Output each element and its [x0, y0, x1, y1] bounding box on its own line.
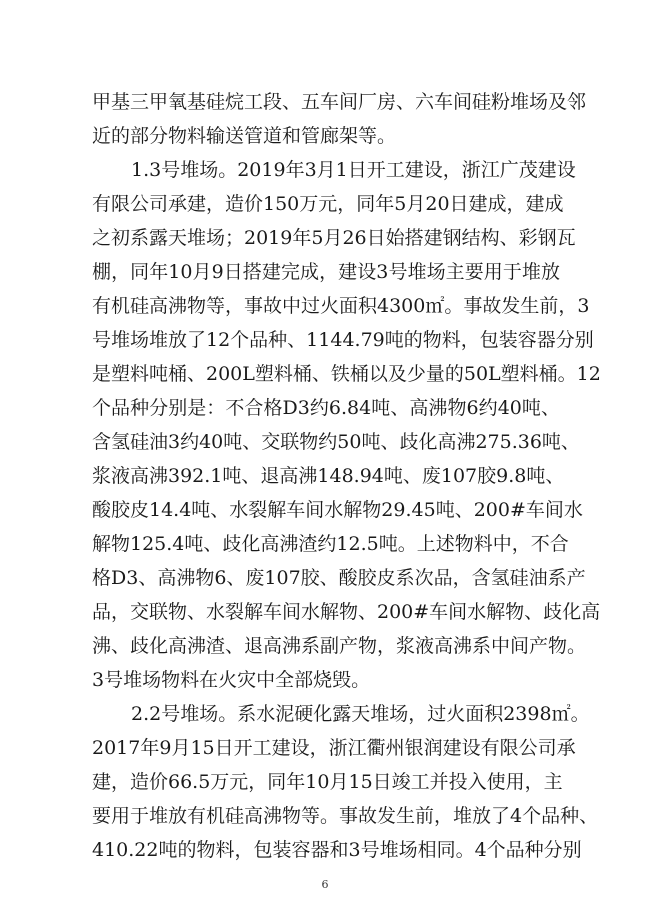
- text-line: 甲基三甲氧基硅烷工段、五车间厂房、六车间硅粉堆场及邻: [92, 91, 587, 113]
- page-number: 6: [321, 878, 329, 891]
- text-line: 个品种分别是：不合格D3约6.84吨、高沸物6约40吨、: [92, 397, 560, 419]
- text-line: 要用于堆放有机硅高沸物等。事故发生前，堆放了4个品种、: [92, 805, 599, 827]
- section-heading-line: 1.3号堆场。2019年3月1日开工建设，浙江广茂建设: [131, 159, 576, 181]
- text-line: 号堆场堆放了12个品种、1144.79吨的物料，包装容器分别: [92, 329, 594, 351]
- section-heading-line: 2.2号堆场。系水泥硬化露天堆场，过火面积2398㎡。: [131, 703, 590, 725]
- text-line: 解物125.4吨、歧化高沸渣约12.5吨。上述物料中，不合: [92, 533, 569, 555]
- text-line: 近的部分物料输送管道和管廊架等。: [92, 125, 397, 147]
- text-line: 棚，同年10月9日搭建完成，建设3号堆场主要用于堆放: [92, 261, 560, 283]
- text-line: 酸胶皮14.4吨、水裂解车间水解物29.45吨、200#车间水: [92, 499, 583, 521]
- text-line: 有限公司承建，造价150万元，同年5月20日建成，建成: [92, 193, 564, 215]
- text-line: 2017年9月15日开工建设，浙江衢州银润建设有限公司承: [92, 737, 576, 759]
- text-line: 格D3、高沸物6、废107胶、酸胶皮系次品，含氢硅油系产: [92, 567, 586, 589]
- text-line: 浆液高沸392.1吨、退高沸148.94吨、废107胶9.8吨、: [92, 465, 565, 487]
- text-line: 沸、歧化高沸渣、退高沸系副产物，浆液高沸系中间产物。: [92, 635, 587, 657]
- text-line: 是塑料吨桶、200L塑料桶、铁桶以及少量的50L塑料桶。12: [92, 363, 601, 385]
- text-line: 有机硅高沸物等，事故中过火面积4300㎡。事故发生前，3: [92, 295, 590, 317]
- text-line: 3号堆场物料在火灾中全部烧毁。: [92, 669, 371, 691]
- text-line: 之初系露天堆场；2019年5月26日始搭建钢结构、彩钢瓦: [92, 227, 576, 249]
- text-line: 含氢硅油3约40吨、交联物约50吨、歧化高沸275.36吨、: [92, 431, 580, 453]
- text-line: 建，造价66.5万元，同年10月15日竣工并投入使用，主: [92, 771, 563, 793]
- text-line: 品，交联物、水裂解车间水解物、200#车间水解物、歧化高: [92, 601, 601, 623]
- text-line: 410.22吨的物料，包装容器和3号堆场相同。4个品种分别: [92, 839, 582, 861]
